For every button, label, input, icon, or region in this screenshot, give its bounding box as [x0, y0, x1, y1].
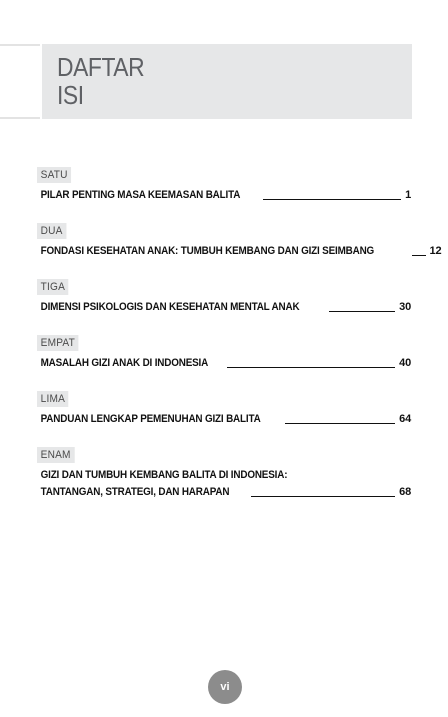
toc-entry-5[interactable]	[37, 389, 411, 428]
chapter-title: DIMENSI PSIKOLOGIS DAN KESEHATAN MENTAL ANAK	[40, 301, 300, 313]
chapter-title-line	[37, 355, 411, 372]
chapter-title-line	[37, 411, 411, 428]
toc-entry-6[interactable]	[37, 445, 411, 501]
chapter-label: ENAM	[37, 447, 74, 463]
chapter-title-line	[37, 484, 411, 501]
page-header	[0, 44, 412, 119]
page-number: 30	[399, 301, 411, 313]
table-of-contents	[37, 165, 442, 518]
page-number: 12	[429, 245, 442, 257]
chapter-title-line	[37, 243, 442, 260]
page-number: 40	[399, 357, 411, 369]
page-number: 64	[399, 413, 411, 425]
leader-line	[251, 496, 395, 497]
chapter-title: TANTANGAN, STRATEGI, DAN HARAPAN	[40, 486, 230, 498]
chapter-title-line	[37, 187, 411, 204]
leader-line	[285, 423, 395, 424]
page-number: 68	[399, 486, 411, 498]
chapter-title: PILAR PENTING MASA KEEMASAN BALITA	[40, 189, 241, 201]
page-title-line2: ISI	[57, 80, 84, 110]
chapter-label: TIGA	[37, 279, 69, 295]
chapter-title: PANDUAN LENGKAP PEMENUHAN GIZI BALITA	[40, 413, 261, 425]
leader-line	[412, 255, 426, 256]
leader-line	[329, 311, 396, 312]
page-number-badge: vi	[208, 670, 242, 704]
chapter-title-line	[37, 299, 411, 316]
header-box	[42, 44, 412, 119]
leader-line	[263, 199, 401, 200]
page-title-line1: DAFTAR	[57, 52, 145, 82]
chapter-label: EMPAT	[37, 335, 79, 351]
chapter-title: MASALAH GIZI ANAK DI INDONESIA	[40, 357, 209, 369]
toc-entry-3[interactable]	[37, 277, 411, 316]
chapter-title-first-line: GIZI DAN TUMBUH KEMBANG BALITA DI INDONESIA:	[40, 469, 288, 481]
page-title	[57, 53, 144, 109]
chapter-title: FONDASI KESEHATAN ANAK: TUMBUH KEMBANG DAN GIZI SEIMBANG	[40, 245, 375, 257]
page-number: 1	[405, 189, 411, 201]
chapter-label: LIMA	[37, 391, 69, 407]
toc-entry-4[interactable]	[37, 333, 411, 372]
toc-entry-1[interactable]	[37, 165, 411, 204]
chapter-label: DUA	[37, 223, 66, 239]
toc-entry-2[interactable]	[37, 221, 442, 260]
chapter-label: SATU	[37, 167, 71, 183]
leader-line	[227, 367, 395, 368]
header-rule	[0, 44, 40, 119]
